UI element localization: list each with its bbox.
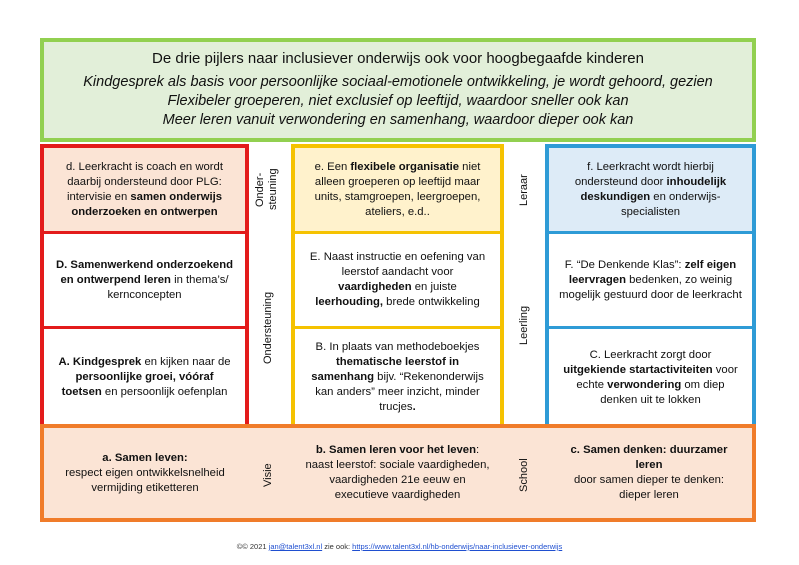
- label-leerling: Leerling: [518, 305, 530, 345]
- bottom-b: b. Samen leren voor het leven: naast leerstof: sociale vaardigheden, vaardigheden 21e eeuw en executieve vaardigheden: [305, 444, 490, 501]
- card-F: F. “De Denkende Klas”: zelf eigen leervragen bedenken, zo weinig mogelijk gestuurd door de leerkracht: [549, 234, 752, 326]
- footer-copyright: ©© 2021: [236, 542, 269, 551]
- bottom-c: [549, 432, 749, 514]
- bottom-c-text: door samen dieper te denken: dieper leren: [573, 474, 725, 501]
- bottom-b-text: naast leerstof: sociale vaardigheden, vaardigheden 21e eeuw en executieve vaardigheden: [305, 459, 490, 501]
- card-f: f. Leerkracht wordt hierbij ondersteund door inhoudelijk deskundigen en onderwijs-specialisten: [549, 148, 752, 231]
- footer-middle: zie ook:: [322, 542, 353, 551]
- bottom-a-text: respect eigen ontwikkelsnelheid vermijding etiketteren: [65, 466, 225, 494]
- label-visie: Visie: [262, 463, 274, 487]
- card-C: C. Leerkracht zorgt door uitgekiende startactiviteiten voor echte verwondering om diep denken uit te lokken: [549, 329, 752, 426]
- card-B: B. In plaats van methodeboekjes thematische leerstof in samenhang bijv. “Rekenonderwijs kan anders” meer inzicht, minder trucjes.: [295, 329, 500, 426]
- footer-url-link[interactable]: https://www.talent3xl.nl/hb-onderwijs/naar-inclusiever-onderwijs: [352, 542, 563, 551]
- footer: [0, 542, 799, 551]
- bottom-a: [50, 432, 240, 514]
- bottom-c-title: c. Samen denken: duurzamer leren: [570, 444, 728, 471]
- diagram-title: De drie pijlers naar inclusiever onderwijs ook voor hoogbegaafde kinderen: [152, 50, 644, 67]
- footer-email-link[interactable]: jan@talent3xl.nl: [268, 542, 323, 551]
- header-line-2: Flexibeler groeperen, niet exclusief op leeftijd, waardoor sneller ook kan: [167, 93, 629, 109]
- bottom-b-title: b. Samen leren voor het leven: [315, 444, 476, 456]
- card-E: E. Naast instructie en oefening van leerstof aandacht voor vaardigheden en juiste leerhouding, brede ontwikkeling: [295, 234, 500, 326]
- label-leraar: Leraar: [518, 174, 530, 206]
- card-A: A. Kindgesprek en kijken naar de persoonlijke groei, vóóraf toetsen en persoonlijk oefenplan: [44, 329, 245, 426]
- header-line-1: Kindgesprek als basis voor persoonlijke sociaal-emotionele ontwikkeling, je wordt gehoord, gezien: [83, 74, 713, 90]
- card-e: e. Een flexibele organisatie niet alleen groeperen op leeftijd maar units, stamgroepen, leergroepen, ateliers, e.d..: [295, 148, 500, 231]
- card-d: d. Leerkracht is coach en wordt daarbij ondersteund door PLG: intervisie en samen onderwijs onderzoeken en ontwerpen: [44, 148, 245, 231]
- header-box: [40, 38, 756, 142]
- header-line-3: Meer leren vanuit verwondering en samenhang, waardoor dieper ook kan: [162, 112, 634, 128]
- card-D: D. Samenwerkend onderzoekend en ontwerpend leren in thema’s/ kernconcepten: [44, 234, 245, 326]
- label-school: School: [518, 458, 530, 492]
- bottom-a-title: a. Samen leven:: [102, 451, 188, 464]
- label-ondersteuning: Ondersteuning: [262, 291, 274, 365]
- label-onder-steuning: Onder- steuning: [254, 168, 279, 211]
